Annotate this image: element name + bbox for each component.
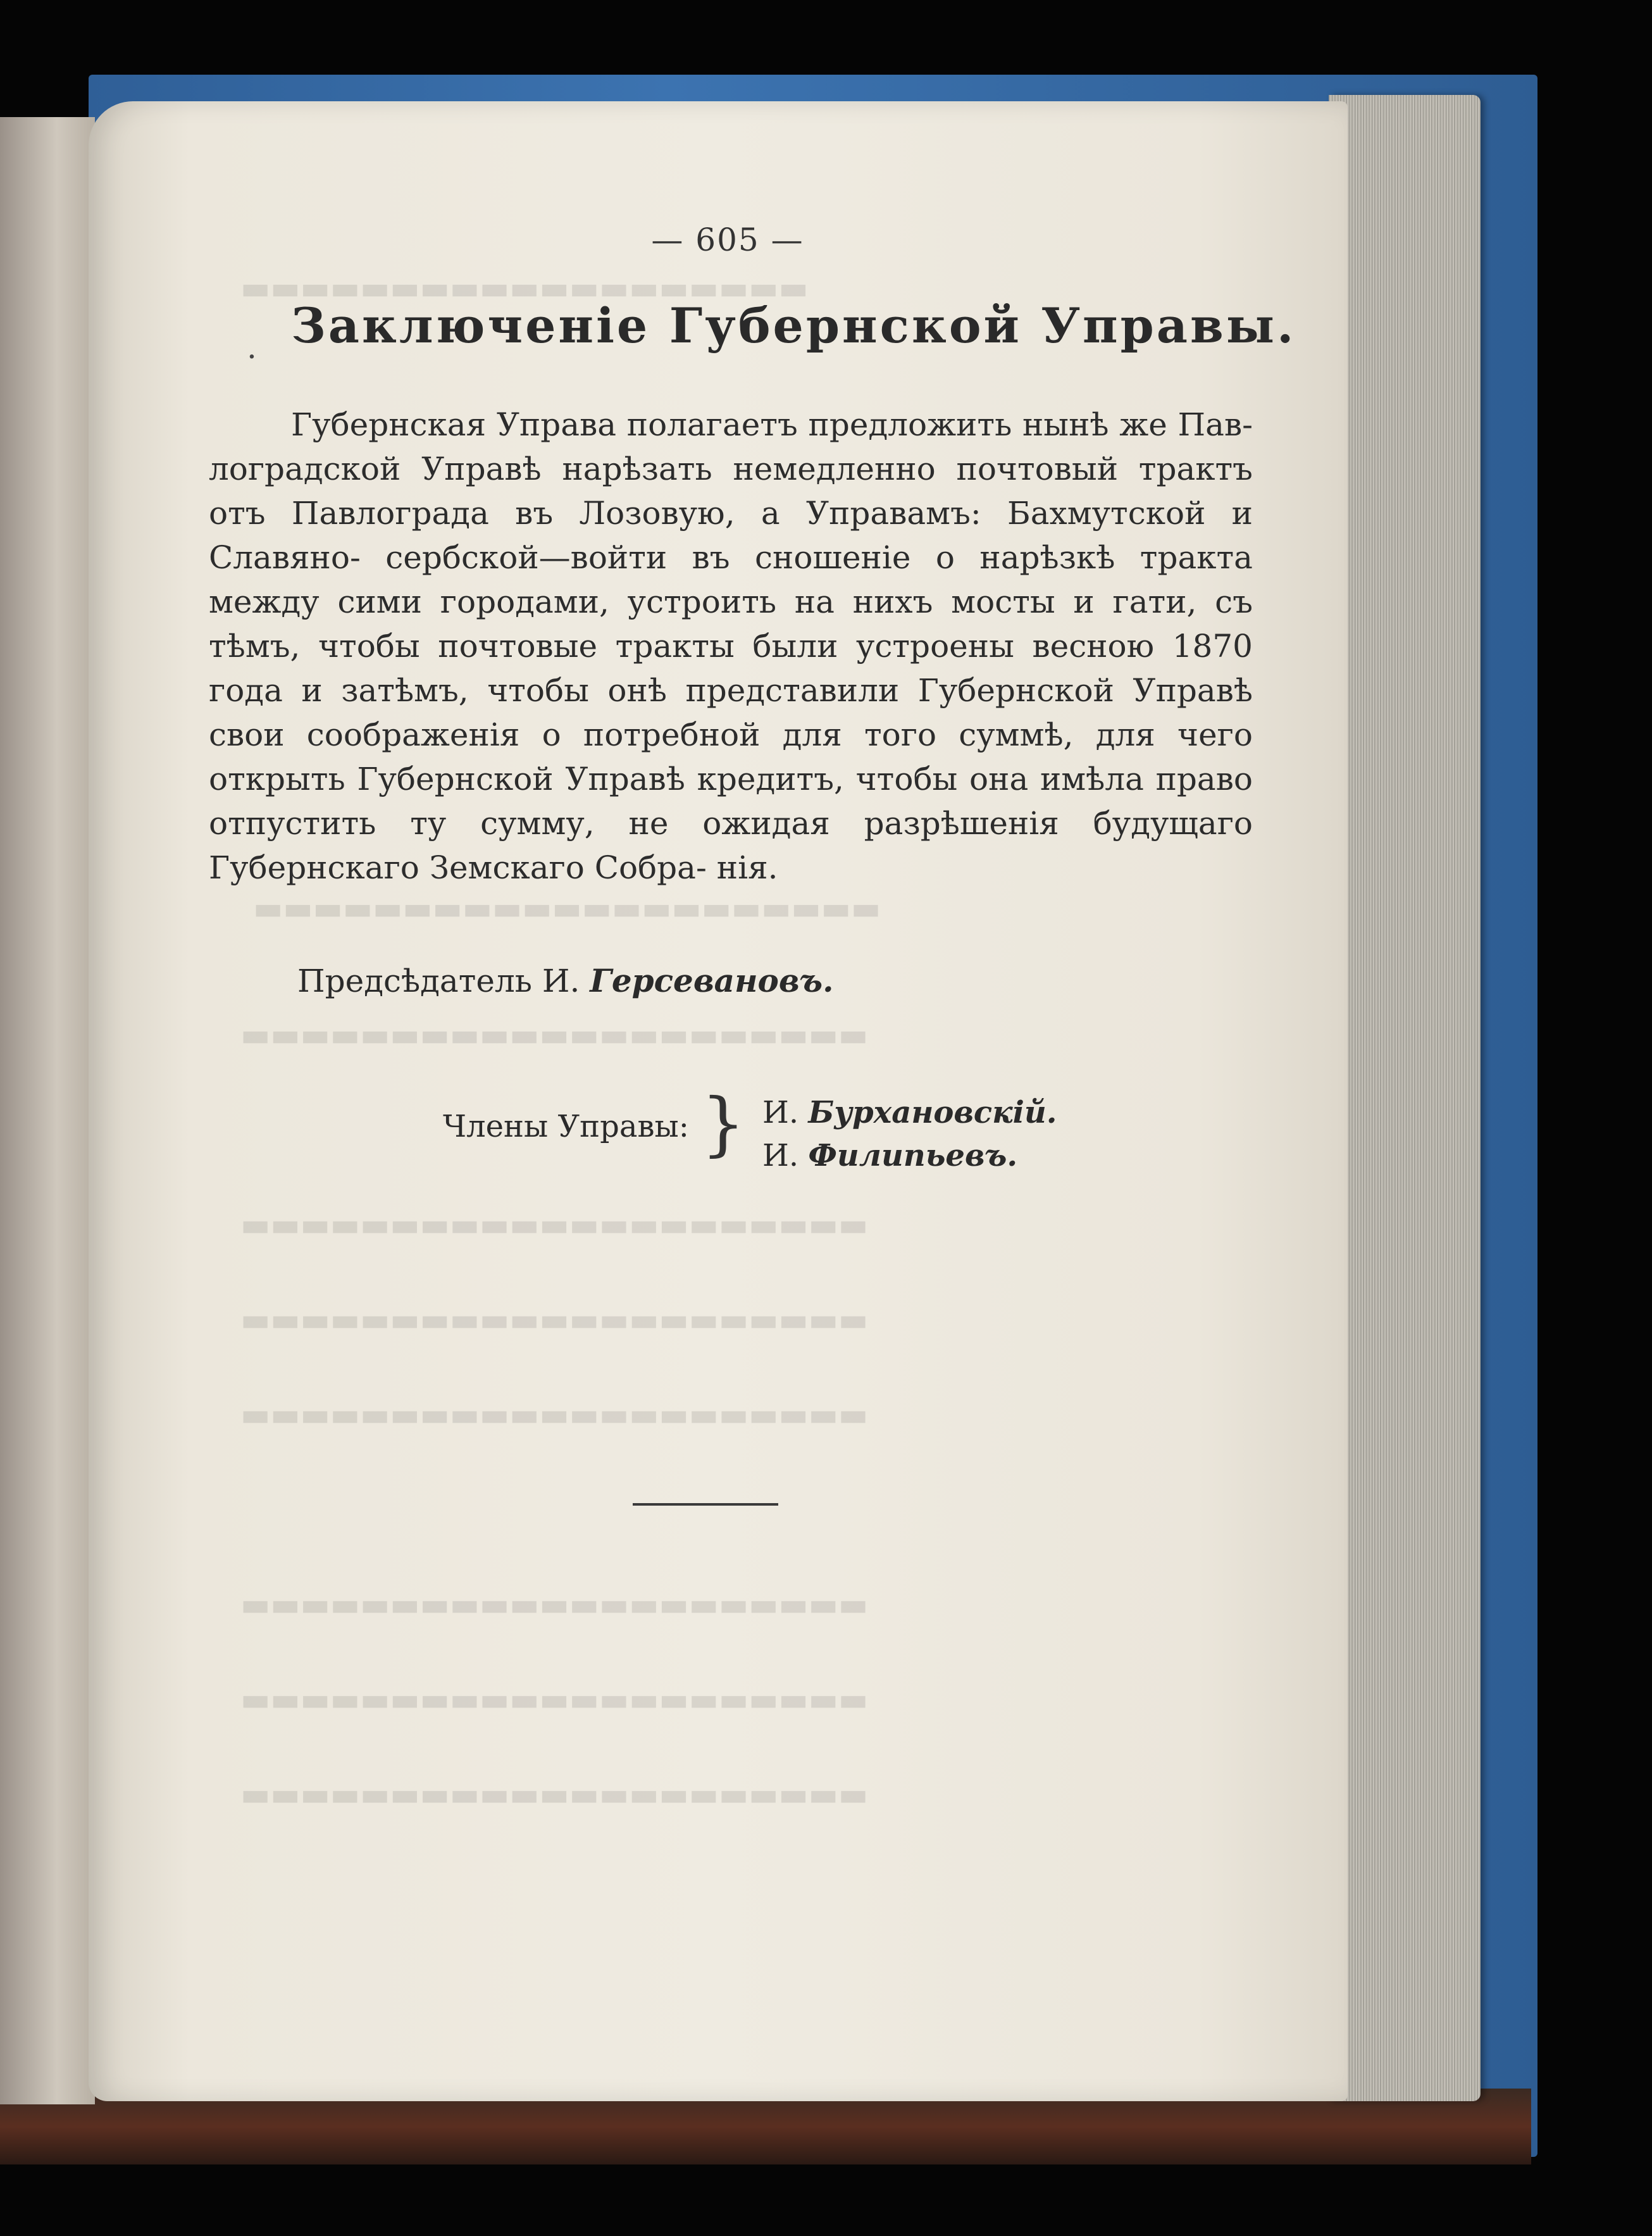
bleed-through: ▬▬▬▬▬▬▬▬▬▬▬▬▬▬▬▬▬▬▬▬▬ <box>240 1681 869 1718</box>
body-paragraph <box>209 403 1253 890</box>
page-stack-edges <box>1329 95 1481 2101</box>
page-title: Заключенiе Губернской Управы. <box>291 297 1296 354</box>
chairman-signature <box>297 962 1183 1013</box>
bleed-through: ▬▬▬▬▬▬▬▬▬▬▬▬▬▬▬▬▬▬▬▬▬ <box>240 1206 869 1243</box>
previous-page-edge <box>0 117 95 2104</box>
text-line: нiя. <box>716 849 778 886</box>
bleed-through: ▬▬▬▬▬▬▬▬▬▬▬▬▬▬▬▬▬▬▬▬▬ <box>240 1586 869 1623</box>
text-line: не ожидая разрѣшенiя будущаго Губернскаго Земскаго Собра- <box>209 805 1253 886</box>
bleed-through: ▬▬▬▬▬▬▬▬▬▬▬▬▬▬▬▬▬▬▬▬▬ <box>240 1776 869 1813</box>
text-line: городами, устроить на нихъ мосты и гати, съ тѣмъ, чтобы <box>209 584 1253 665</box>
text-line: сербской—войти въ сношенiе о нарѣзкѣ тракта между сими <box>209 539 1253 620</box>
bleed-through: ▬▬▬▬▬▬▬▬▬▬▬▬▬▬▬▬▬▬▬▬▬ <box>240 1396 869 1433</box>
bleed-through: ▬▬▬▬▬▬▬▬▬▬▬▬▬▬▬▬▬▬▬ <box>240 270 809 306</box>
member-signature <box>762 1138 1017 1173</box>
member-initial: И. <box>762 1095 799 1130</box>
bleed-through: ▬▬▬▬▬▬▬▬▬▬▬▬▬▬▬▬▬▬▬▬▬ <box>253 890 881 927</box>
members-label: Члены Управы: <box>443 1109 689 1144</box>
text-line: Губернская Управа полагаетъ предложить нынѣ же Пав- <box>291 406 1253 443</box>
page-number: — 605 — <box>651 222 804 258</box>
section-divider <box>633 1503 778 1506</box>
text-line: Павлограда въ Лозовую, а Управамъ: Бахмутской и Славяно- <box>209 495 1253 576</box>
text-line: Управѣ кредитъ, чтобы она имѣла право отпустить ту сумму, <box>209 761 1253 842</box>
chairman-name: Герсевановъ. <box>590 962 834 999</box>
text-line: о потребной для того суммѣ, для чего открыть Губернской <box>209 716 1253 797</box>
chairman-role: Предсѣдатель <box>297 963 532 999</box>
text-line: чтобы онѣ представили Губернской Управѣ свои соображенiя <box>209 672 1253 753</box>
member-signature <box>762 1095 1057 1130</box>
member-name: Бурхановскiй. <box>808 1095 1057 1130</box>
member-name: Филипьевъ. <box>808 1138 1018 1173</box>
text-line: почтовые тракты были устроены весною 1870 года и затѣмъ, <box>209 628 1253 709</box>
brace-glyph: } <box>701 1083 745 1164</box>
text-line: лоградской Управѣ нарѣзать немедленно почтовый трактъ отъ <box>209 451 1253 532</box>
bleed-through: ▬▬▬▬▬▬▬▬▬▬▬▬▬▬▬▬▬▬▬▬▬ <box>240 1301 869 1338</box>
member-initial: И. <box>762 1138 799 1173</box>
chairman-initial: И. <box>542 963 580 999</box>
bleed-through: ▬▬▬▬▬▬▬▬▬▬▬▬▬▬▬▬▬▬▬▬▬ <box>240 1016 869 1053</box>
print-mark: . <box>247 329 257 366</box>
paragraph <box>209 403 1253 890</box>
